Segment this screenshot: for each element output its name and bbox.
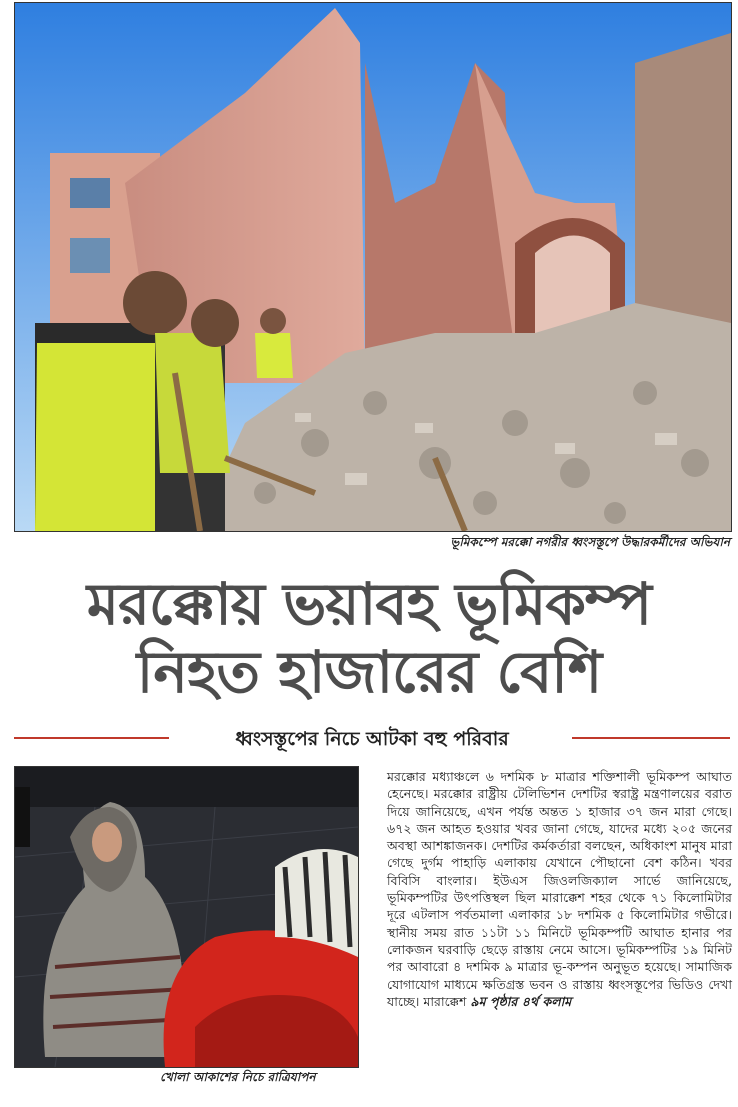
article-continuation[interactable]: ৯ম পৃষ্ঠার ৪র্থ কলাম <box>470 993 572 1009</box>
top-photo-caption: ভূমিকম্পে মরক্কো নগরীর ধ্বংসস্তূপে উদ্ধারকর্মীদের অভিযান <box>450 535 730 549</box>
subheadline: ধ্বংসস্তূপের নিচে আটকা বহু পরিবার <box>235 728 509 750</box>
article-text: মরক্কোর মধ্যাঞ্চলে ৬ দশমিক ৮ মাত্রার শক্তিশালী ভূমিকম্প আঘাত হেনেছে। মরক্কোর রাষ্ট্রীয় টেলিভিশন দেশটির স্বরাষ্ট্র মন্ত্রণালয়ের বরাত দিয়ে জানিয়েছে, এখন পর্যন্ত অন্তত ১ হাজার ৩৭ জন মারা গেছে। ৬৭২ জন আহত হওয়ার খবর জানা গেছে, যাদের মধ্যে ২০৫ জনের অবস্থা আশঙ্কাজনক। দেশটির কর্মকর্তারা বলছেন, অধিকাংশ মানুষ মারা গেছে দুর্গম পাহাড়ি এলাকায় যেখানে পৌছানো বেশ কঠিন। খবর বিবিসি বাংলার। ইউএস জিওলজিক্যাল সার্ভে জানিয়েছে, ভূমিকম্পটির উৎপত্তিস্থল ছিল মারাক্কেশ শহর থেকে ৭১ কিলোমিটার দূরে এটলাস পর্বতমালা এলাকার ১৮ দশমিক ৫ কিলোমিটার গভীরে। স্থানীয় সময় রাত ১১টা ১১ মিনিটে ভূমিকম্পটি আঘাত হানার পর লোকজন ঘরবাড়ি ছেড়ে রাস্তায় নেমে আসে। ভূমিকম্পটির ১৯ মিনিট পর আবারো ৪ দশমিক ৯ মাত্রার ভূ-কম্পন অনুভূত হয়েছে। সামাজিক যোগাযোগ মাধ্যমে ক্ষতিগ্রস্ত ভবন ও রাস্তায় ধ্বংসস্তূপের ভিডিও দেখা যাচ্ছে। মারাক্কেশ <box>387 769 732 1009</box>
subheadline-row <box>14 725 730 751</box>
outdoor-night-photo <box>14 766 359 1068</box>
collapsed-building-photo <box>14 2 732 532</box>
headline-line-2: নিহত হাজারের বেশি <box>136 638 602 706</box>
outdoor-night-illustration <box>15 767 358 1067</box>
subheadline-rule-right <box>572 737 730 739</box>
headline-line-1: মরক্কোয় ভয়াবহ ভূমিকম্প <box>86 570 652 638</box>
collapsed-building-illustration <box>15 3 731 531</box>
bottom-photo-caption: খোলা আকাশের নিচে রাত্রিযাপন <box>160 1070 316 1084</box>
article-body <box>387 768 732 1010</box>
